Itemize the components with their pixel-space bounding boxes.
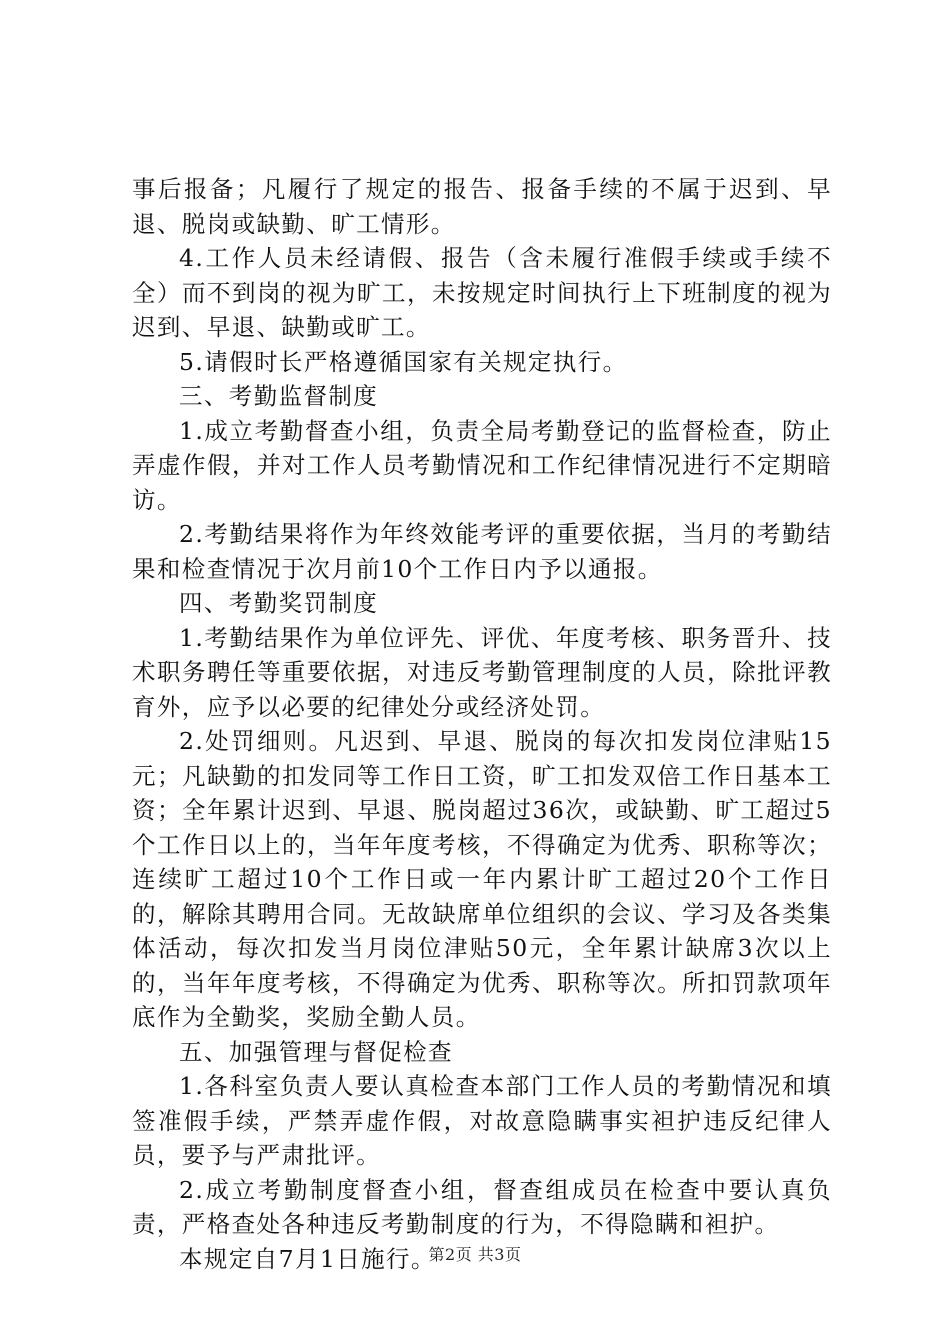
paragraph-item-5: 5.请假时长严格遵循国家有关规定执行。 <box>179 347 628 376</box>
document-body <box>132 172 832 1276</box>
section-heading-3: 三、考勤监督制度 <box>179 382 379 410</box>
paragraph-section-4-item-2: 2.处罚细则。凡迟到、早退、脱岗的每次扣发岗位津贴15元；凡缺勤的扣发同等工作日工资，旷工扣发双倍工作日基本工资；全年累计迟到、早退、脱岗超过36次，或缺勤、旷工超过5个工作日以上的，当年年度考核，不得确定为优秀、职称等次；连续旷工超过10个工作日或一年内累计旷工超过20个工作日的，解除其聘用合同。无故缺席单位组织的会议、学习及各类集体活动，每次扣发当月岗位津贴50元，全年累计缺席3次以上的，当年年度考核，不得确定为优秀、职称等次。所扣罚款项年底作为全勤奖，奖励全勤人员。 <box>132 727 832 1031</box>
paragraph-continuation: 事后报备；凡履行了规定的报告、报备手续的不属于迟到、早退、脱岗或缺勤、旷工情形。 <box>132 175 832 238</box>
section-heading-4: 四、考勤奖罚制度 <box>179 589 379 617</box>
paragraph-section-5-item-1: 1.各科室负责人要认真检查本部门工作人员的考勤情况和填签准假手续，严禁弄虚作假，对故意隐瞒事实袒护违反纪律人员，要予与严肃批评。 <box>132 1072 832 1169</box>
paragraph-item-4: 4.工作人员未经请假、报告（含未履行准假手续或手续不全）而不到岗的视为旷工，未按规定时间执行上下班制度的视为迟到、早退、缺勤或旷工。 <box>132 244 832 341</box>
paragraph-section-3-item-1: 1.成立考勤督查小组，负责全局考勤登记的监督检查，防止弄虚作假，并对工作人员考勤情况和工作纪律情况进行不定期暗访。 <box>132 416 832 514</box>
paragraph-section-3-item-2: 2.考勤结果将作为年终效能考评的重要依据，当月的考勤结果和检查情况于次月前10个工作日内予以通报。 <box>132 520 832 583</box>
paragraph-effective-date: 本规定自7月1日施行。 <box>179 1244 436 1273</box>
section-heading-5: 五、加强管理与督促检查 <box>179 1037 453 1066</box>
page-footer: 第2页 共3页 <box>428 1245 522 1264</box>
paragraph-section-4-item-1: 1.考勤结果作为单位评先、评优、年度考核、职务晋升、技术职务聘任等重要依据，对违反考勤管理制度的人员，除批评教育外，应予以必要的纪律处分或经济处罚。 <box>132 623 832 721</box>
paragraph-section-5-item-2: 2.成立考勤制度督查小组，督查组成员在检查中要认真负责，严格查处各种违反考勤制度的行为，不得隐瞒和袒护。 <box>132 1175 832 1238</box>
